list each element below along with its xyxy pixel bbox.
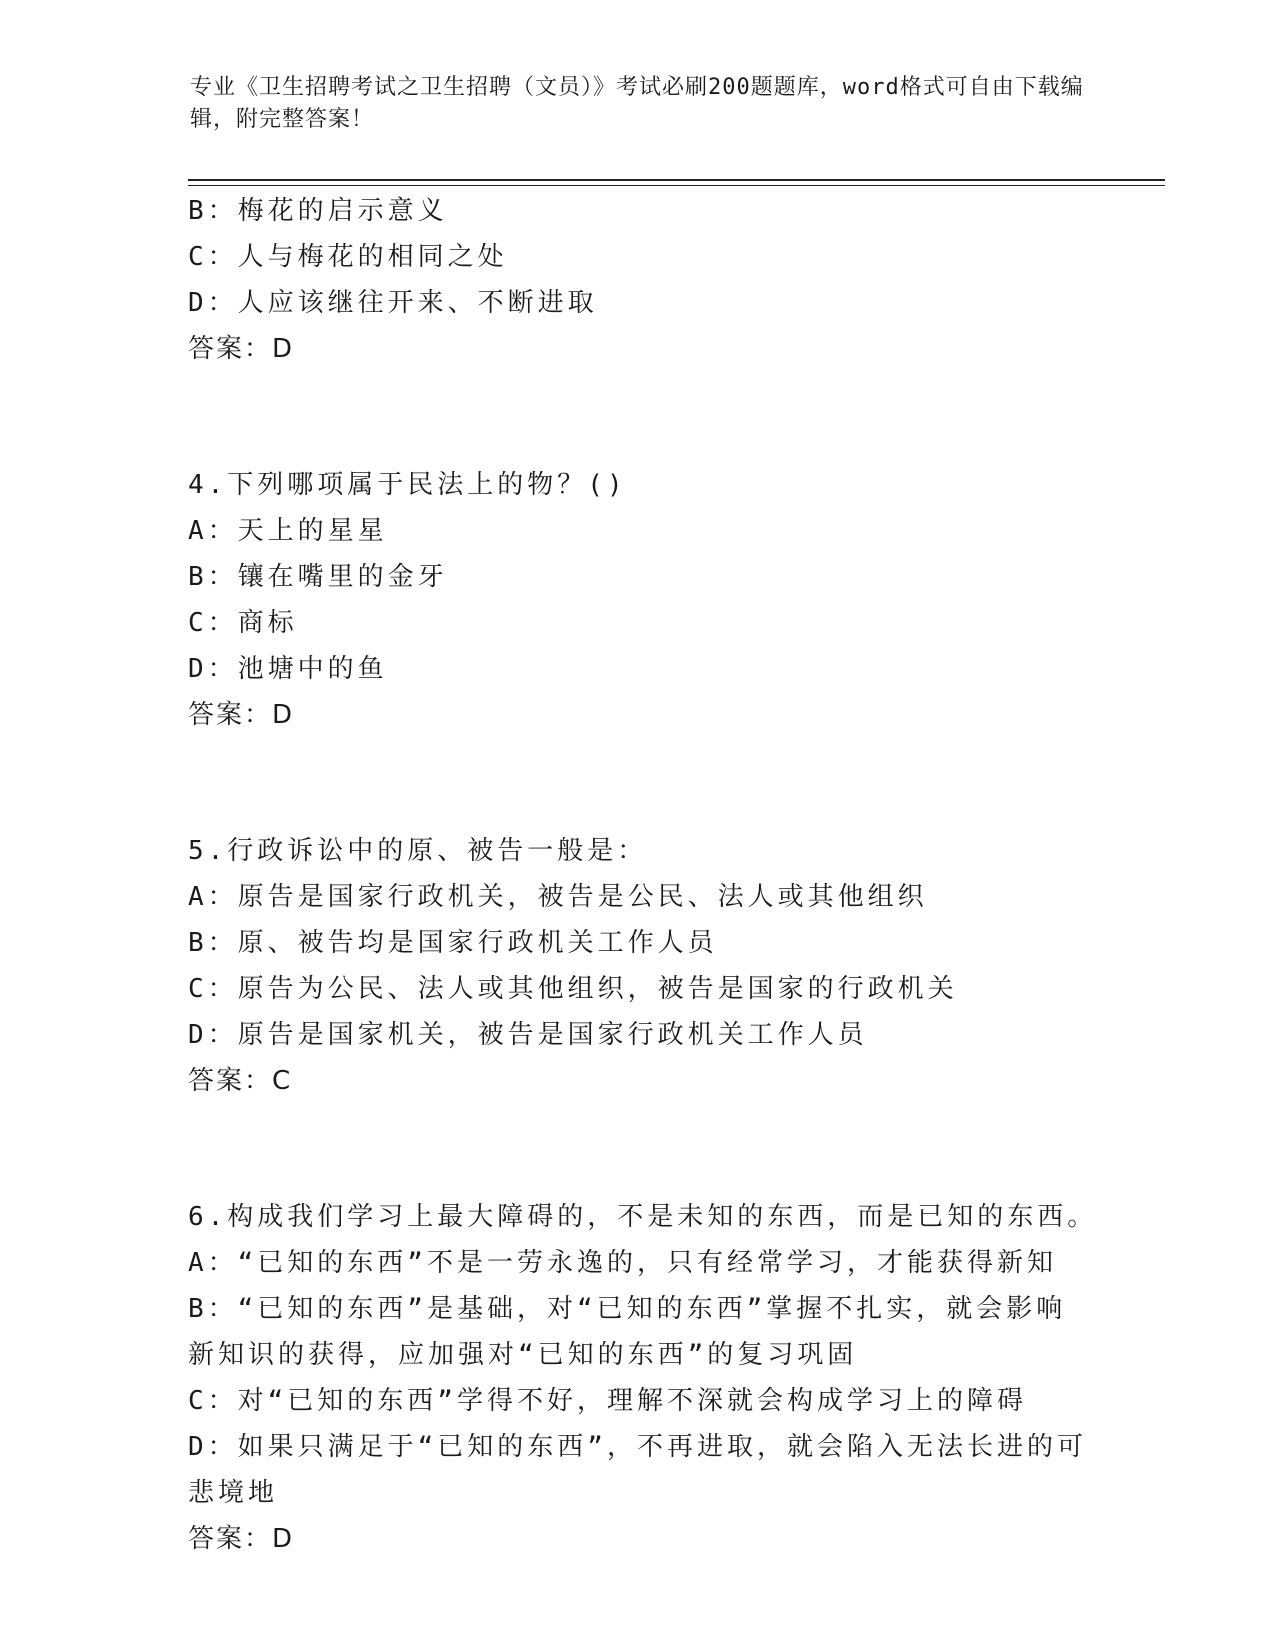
answer-line: 答案：D [188,334,295,364]
question-block-6 [188,1194,1098,1562]
option-a: A：原告是国家行政机关，被告是公民、法人或其他组织 [188,882,928,912]
question-list [188,188,1098,1562]
question-text: 5.行政诉讼中的原、被告一般是： [188,836,648,866]
option-c: C：对“已知的东西”学得不好，理解不深就会构成学习上的障碍 [188,1386,1027,1416]
answer-line: 答案：C [188,1066,293,1096]
option-c: C：人与梅花的相同之处 [188,242,508,272]
option-b: B：镶在嘴里的金牙 [188,562,448,592]
option-c: C：商标 [188,608,298,638]
answer-line: 答案：D [188,700,295,730]
question-block-3 [188,188,1088,372]
question-text: 4.下列哪项属于民法上的物？() [188,470,627,500]
document-header: 专业《卫生招聘考试之卫生招聘（文员）》考试必刷200题题库，word格式可自由下载编辑，附完整答案！ [190,75,1084,132]
question-block-4 [188,462,1088,738]
option-c: C：原告为公民、法人或其他组织，被告是国家的行政机关 [188,974,958,1004]
option-d: D：原告是国家机关，被告是国家行政机关工作人员 [188,1020,868,1050]
option-b: B：梅花的启示意义 [188,196,448,226]
question-block-5 [188,828,1088,1104]
option-b: B：“已知的东西”是基础，对“已知的东西”掌握不扎实，就会影响新知识的获得，应加强对“已知的东西”的复习巩固 [188,1294,1067,1370]
option-a: A：“已知的东西”不是一劳永逸的，只有经常学习，才能获得新知 [188,1248,1057,1278]
header-divider-thin [188,185,1165,186]
option-a: A：天上的星星 [188,516,388,546]
option-d: D：如果只满足于“已知的东西”，不再进取，就会陷入无法长进的可悲境地 [188,1432,1087,1508]
option-d: D：池塘中的鱼 [188,654,388,684]
header-divider-thick [188,179,1165,181]
answer-line: 答案：D [188,1524,295,1554]
option-d: D：人应该继往开来、不断进取 [188,288,598,318]
option-b: B：原、被告均是国家行政机关工作人员 [188,928,718,958]
question-text: 6.构成我们学习上最大障碍的，不是未知的东西，而是已知的东西。 [188,1202,1098,1232]
